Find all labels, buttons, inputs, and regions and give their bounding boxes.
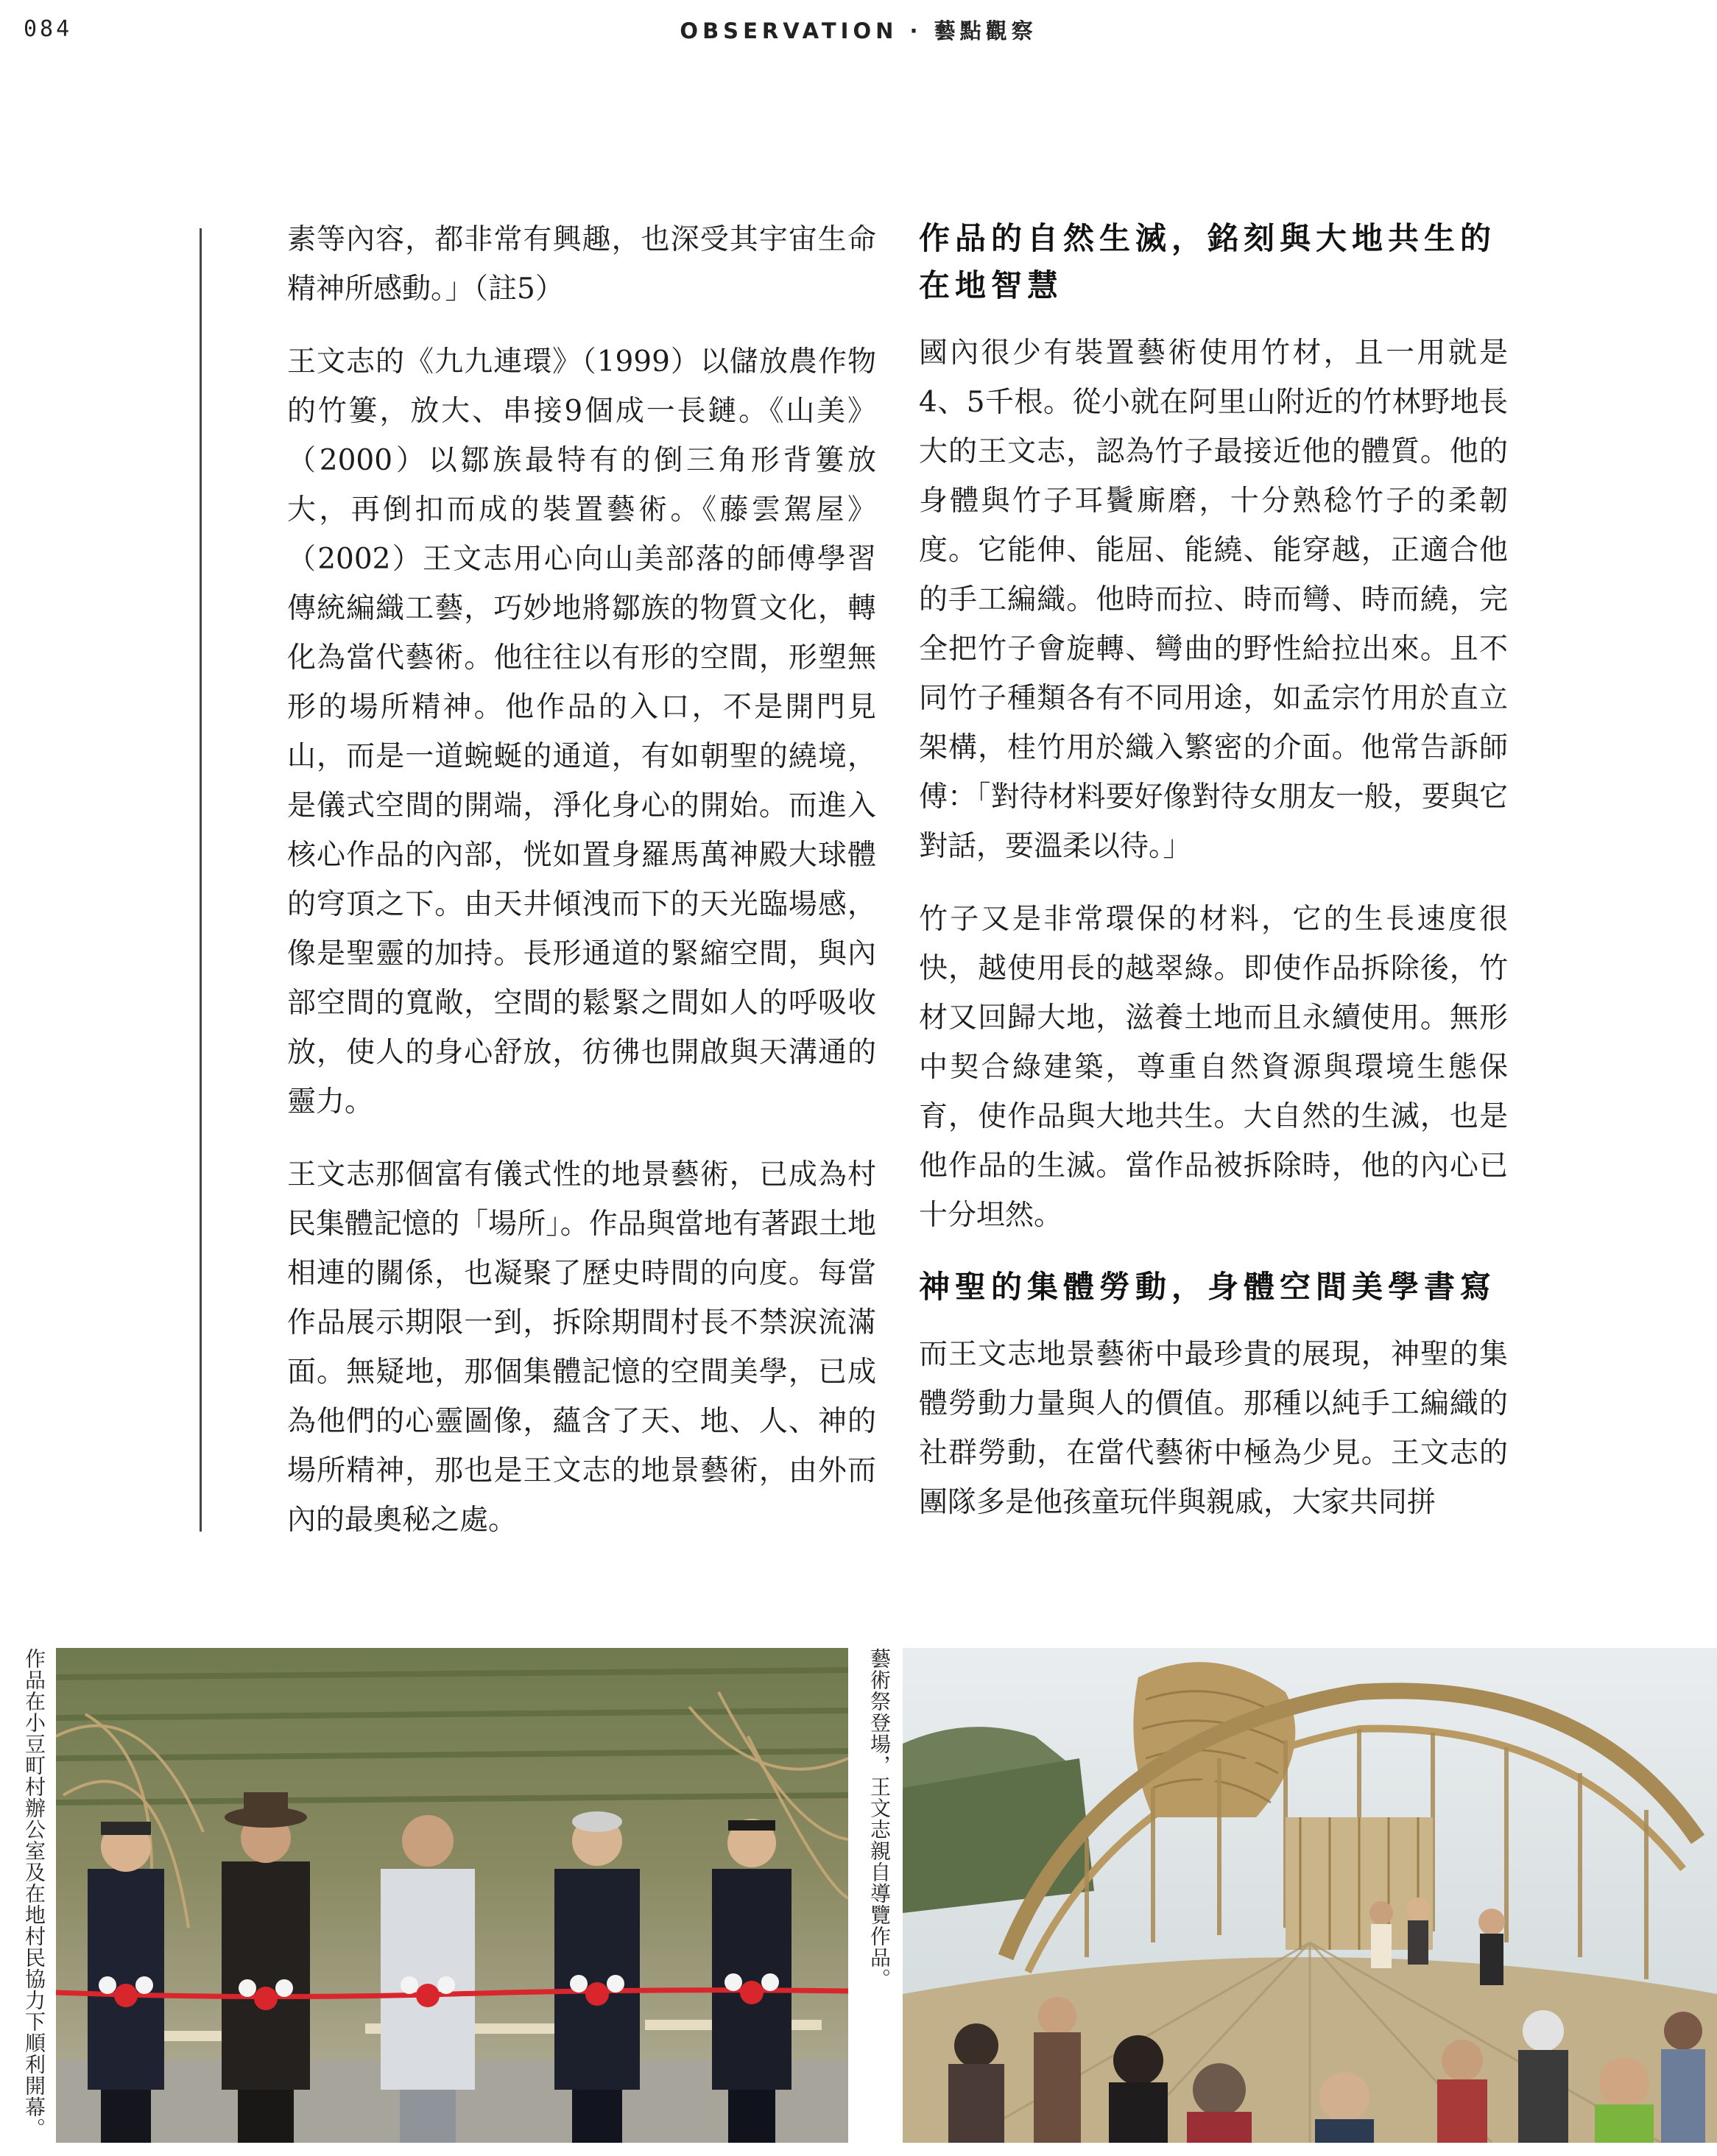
margin-rule (200, 228, 202, 1532)
section-heading: 作品的自然生滅，銘刻與大地共生的在地智慧 (919, 220, 1497, 303)
section-heading: 神聖的集體勞動，身體空間美學書寫 (919, 1269, 1497, 1305)
body-paragraph: 王文志那個富有儀式性的地景藝術，已成為村民集體記憶的「場所」。作品與當地有著跟土地相連的關係，也凝聚了歷史時間的向度。每當作品展示期限一到，拆除期間村長不禁淚流滿面。無疑地，那個集體記憶的空間美學，已成為他們的心靈圖像，蘊含了天、地、人、神的場所精神，那也是王文志的地景藝術，由外而內的最奧秘之處。 (287, 1158, 876, 1537)
left-text-column (287, 215, 876, 1568)
running-header: OBSERVATION · 藝點觀察 (680, 18, 1037, 43)
ribbon-cutting-photo (56, 1648, 848, 2143)
right-photo-caption: 藝術祭登場，王文志親自導覽作品。 (867, 1648, 892, 1990)
body-paragraph: 王文志的《九九連環》（1999）以儲放農作物的竹簍，放大、串接9個成一長鏈。《山美》（2000）以鄒族最特有的倒三角形背簍放大，再倒扣而成的裝置藝術。《藤雲駕屋》（2002）王文志用心向山美部落的師傅學習傳統編織工藝，巧妙地將鄒族的物質文化，轉化為當代藝術。他往往以有形的空間，形塑無形的場所精神。他作品的入口，不是開門見山，而是一道蜿蜒的通道，有如朝聖的繞境，是儀式空間的開端，淨化身心的開始。而進入核心作品的內部，恍如置身羅馬萬神殿大球體的穹頂之下。由天井傾洩而下的天光臨場感，像是聖靈的加持。長形通道的緊縮空間，與內部空間的寬敞，空間的鬆緊之間如人的呼吸收放，使人的身心舒放，彷彿也開啟與天溝通的靈力。 (287, 345, 876, 1118)
body-paragraph: 而王文志地景藝術中最珍貴的展現，神聖的集體勞動力量與人的價值。那種以純手工編織的社群勞動，在當代藝術中極為少見。王文志的團隊多是他孩童玩伴與親戚，大家共同拼 (919, 1338, 1508, 1519)
right-text-column (919, 215, 1508, 1551)
body-paragraph: 素等內容，都非常有興趣，也深受其宇宙生命精神所感動。」（註5） (287, 223, 876, 306)
page-number: 084 (24, 16, 73, 42)
bamboo-pavilion-photo (903, 1648, 1717, 2143)
body-paragraph: 國內很少有裝置藝術使用竹材，且一用就是4、5千根。從小就在阿里山附近的竹林野地長大的王文志，認為竹子最接近他的體質。他的身體與竹子耳鬢廝磨，十分熟稔竹子的柔韌度。它能伸、能屈、能繞、能穿越，正適合他的手工編織。他時而拉、時而彎、時而繞，完全把竹子會旋轉、彎曲的野性給拉出來。且不同竹子種類各有不同用途，如孟宗竹用於直立架構，桂竹用於織入繁密的介面。他常告訴師傅：「對待材料要好像對待女朋友一般，要與它對話，要溫柔以待。」 (919, 337, 1508, 863)
left-photo-caption: 作品在小豆町村辦公室及在地村民協力下順利開幕。 (22, 1648, 46, 2139)
body-paragraph: 竹子又是非常環保的材料，它的生長速度很快，越使用長的越翠綠。即使作品拆除後，竹材又回歸大地，滋養土地而且永續使用。無形中契合綠建築，尊重自然資源與環境生態保育，使作品與大地共生。大自然的生滅，也是他作品的生滅。當作品被拆除時，他的內心已十分坦然。 (919, 903, 1508, 1232)
